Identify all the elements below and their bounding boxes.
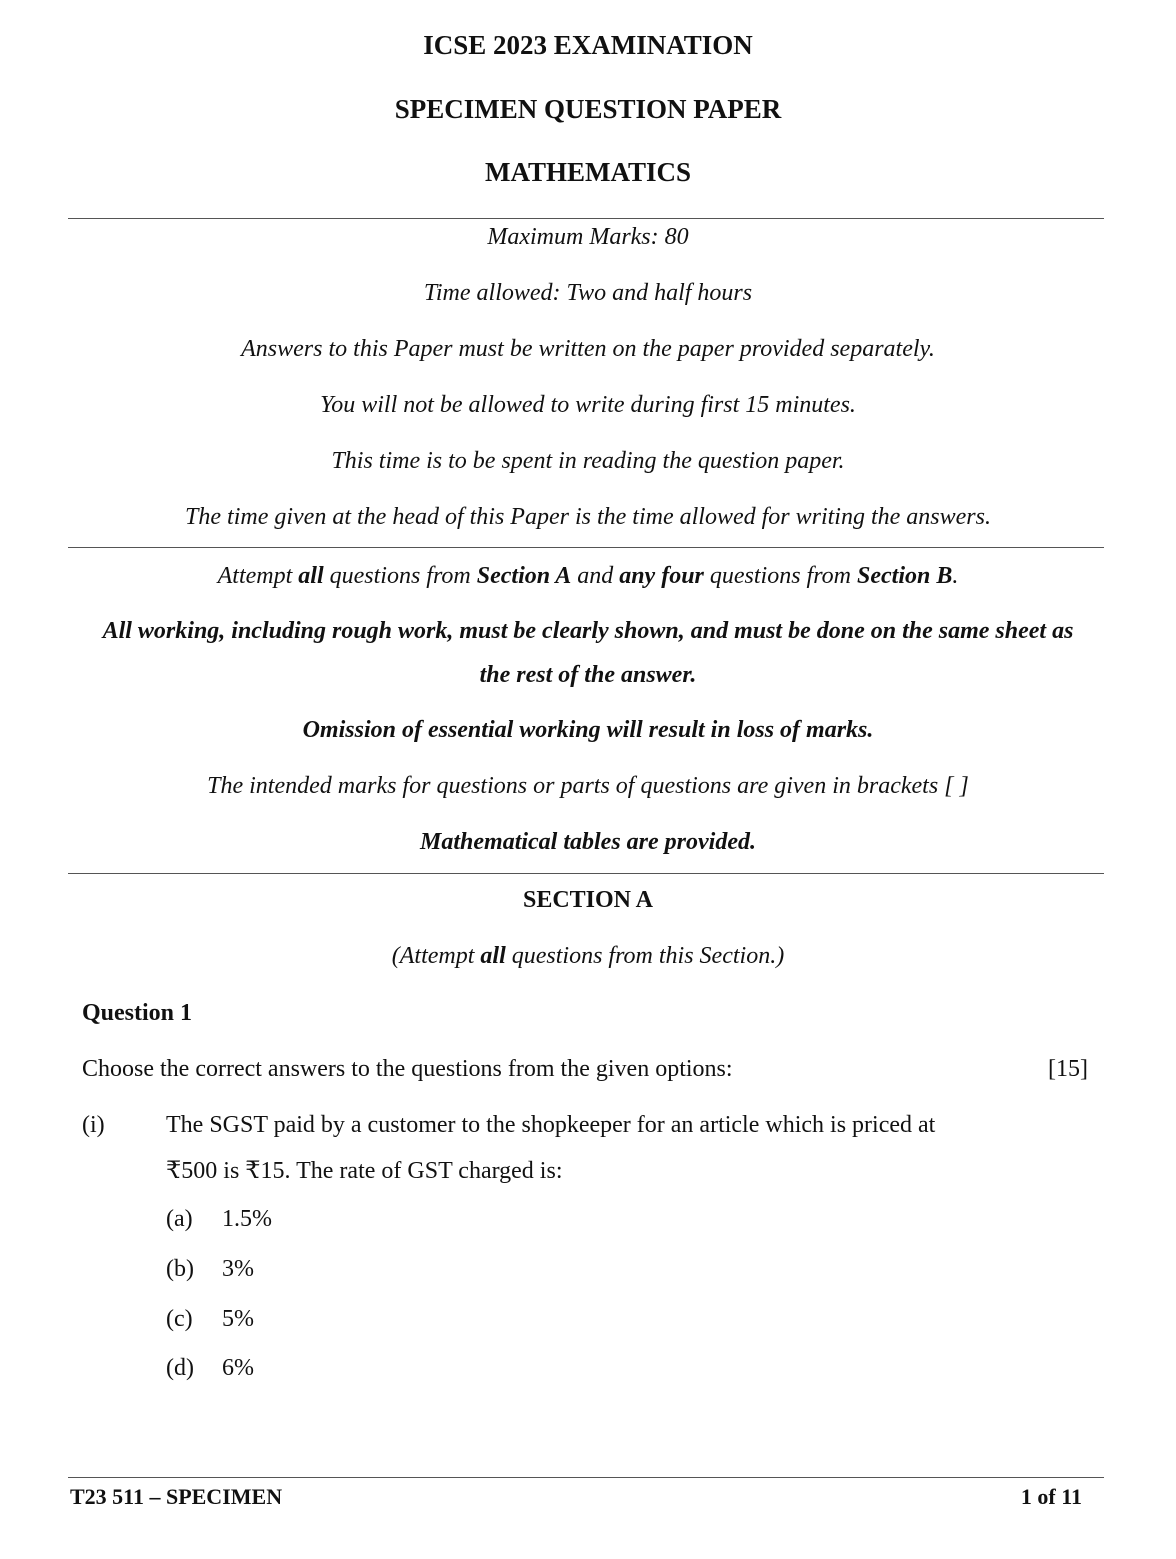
marks-brackets-note: The intended marks for questions or parts of questions are given in brackets [ ] [207, 773, 969, 799]
option-label: (b) [166, 1256, 194, 1282]
reading-instruction: This time is to be spent in reading the question paper. [331, 448, 845, 474]
option-label: (d) [166, 1355, 194, 1381]
option-label: (a) [166, 1206, 193, 1232]
question-heading: Question 1 [82, 1000, 193, 1026]
part-text: The SGST paid by a customer to the shopkeeper for an article which is priced at [166, 1112, 936, 1138]
answers-instruction: Answers to this Paper must be written on the paper provided separately. [241, 336, 935, 362]
option-label: (c) [166, 1306, 193, 1332]
option-text: 3% [222, 1256, 254, 1282]
attempt-instruction: Attempt all questions from Section A and any four questions from Section B. [217, 563, 959, 589]
time-given-instruction: The time given at the head of this Paper is the time allowed for writing the answers. [185, 504, 991, 530]
part-text-cont: ₹500 is ₹15. The rate of GST charged is: [166, 1158, 563, 1184]
option-text: 1.5% [222, 1206, 272, 1232]
max-marks: Maximum Marks: 80 [487, 224, 689, 250]
question-instruction: Choose the correct answers to the questions from the given options: [82, 1056, 733, 1082]
paper-type: SPECIMEN QUESTION PAPER [394, 94, 782, 124]
section-title: SECTION A [522, 887, 654, 913]
divider [68, 873, 1104, 874]
footer-divider [68, 1477, 1104, 1478]
working-instruction-cont: the rest of the answer. [479, 662, 697, 688]
no-writing-instruction: You will not be allowed to write during first 15 minutes. [320, 392, 856, 418]
section-note: (Attempt all questions from this Section.) [391, 943, 785, 969]
option-text: 6% [222, 1355, 254, 1381]
omission-warning: Omission of essential working will result in loss of marks. [302, 717, 874, 743]
page-number: 1 of 11 [1020, 1484, 1082, 1509]
divider [68, 547, 1104, 548]
option-text: 5% [222, 1306, 254, 1332]
working-instruction: All working, including rough work, must be clearly shown, and must be done on the same sheet as [102, 618, 1074, 644]
question-marks: [15] [1048, 1056, 1088, 1082]
part-label: (i) [82, 1112, 105, 1138]
paper-code: T23 511 – SPECIMEN [70, 1484, 283, 1509]
divider [68, 218, 1104, 219]
exam-title: ICSE 2023 EXAMINATION [423, 30, 753, 60]
tables-note: Mathematical tables are provided. [420, 829, 756, 855]
time-allowed: Time allowed: Two and half hours [423, 280, 753, 306]
subject-title: MATHEMATICS [484, 157, 691, 187]
